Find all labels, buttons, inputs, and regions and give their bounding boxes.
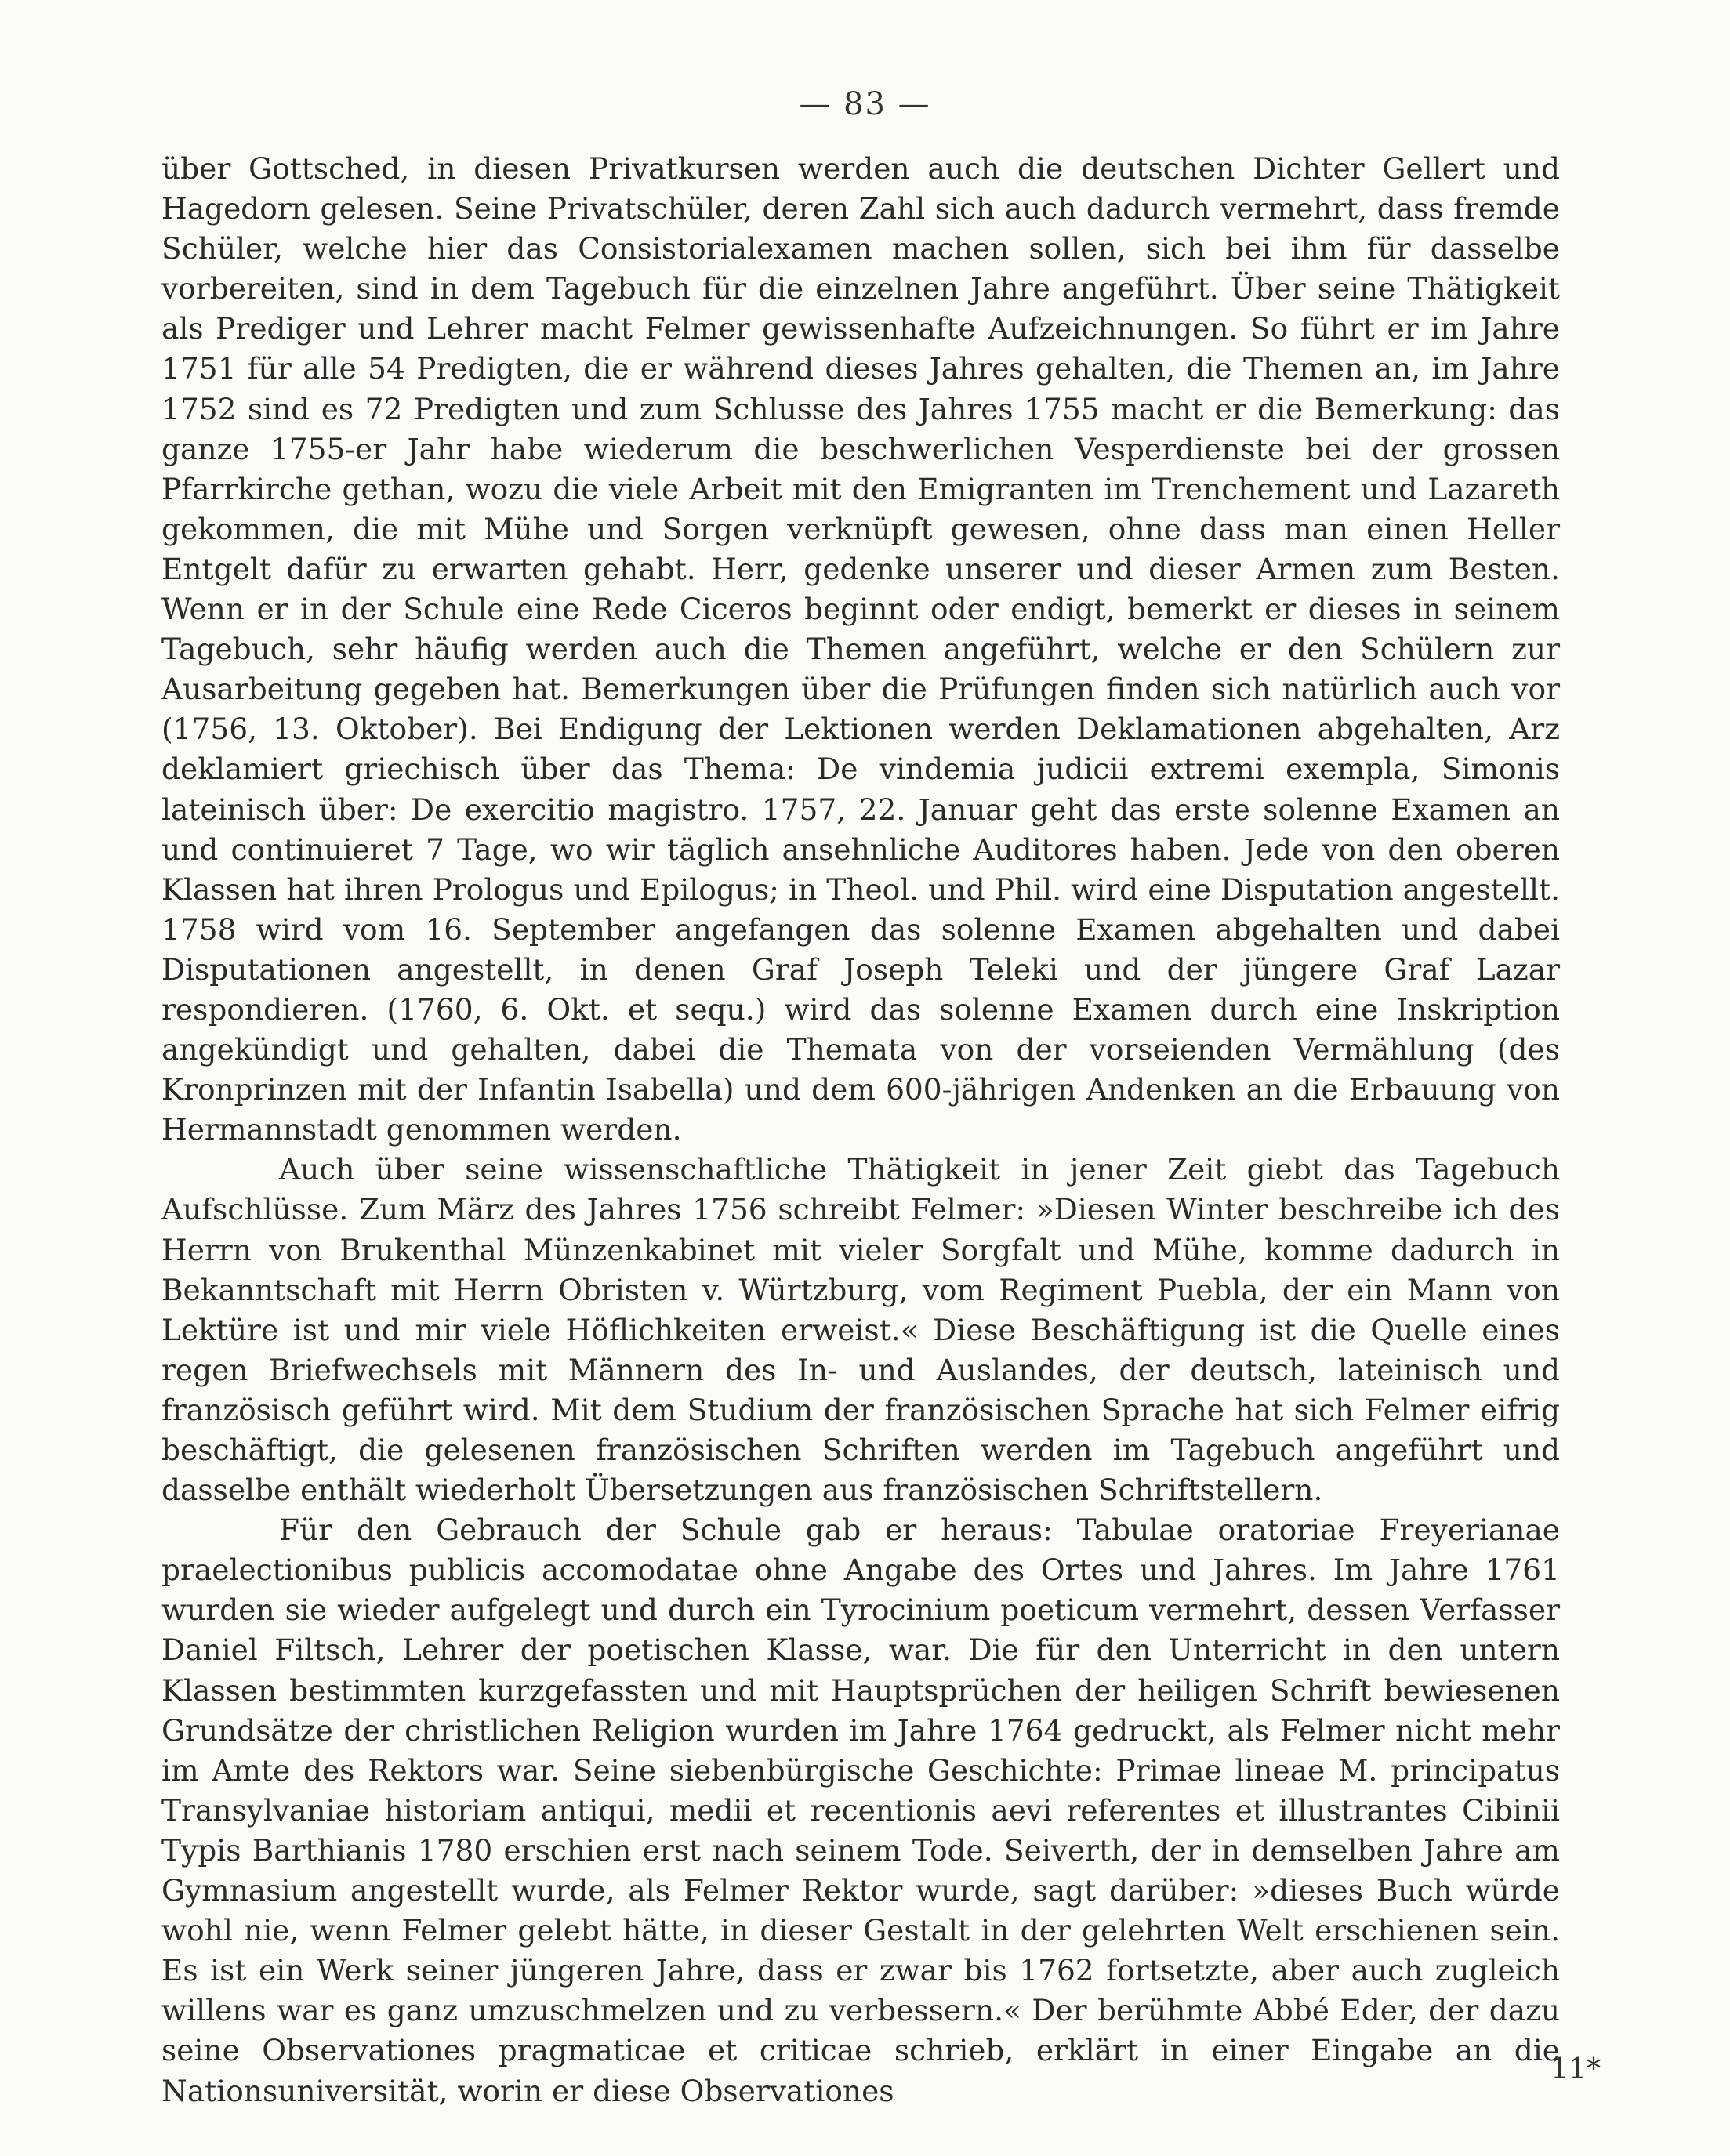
paragraph-2: Auch über seine wissenschaftliche Thätigkeit in jener Zeit giebt das Tagebuch Aufschlüsse. Zum März des Jahres 1756 schreibt Felmer: »Diesen Winter beschreibe ich des Herrn von Brukenthal Münzenkabinet mit vieler Sorgfalt und Mühe, komme dadurch in Bekanntschaft mit Herrn Obristen v. Würtzburg, vom Regiment Puebla, der ein Mann von Lektüre ist und mir viele Höflichkeiten erweist.« Diese Beschäftigung ist die Quelle eines regen Briefwechsels mit Männern des In- und Auslandes, der deutsch, lateinisch und französisch geführt wird. Mit dem Studium der französischen Sprache hat sich Felmer eifrig beschäftigt, die gelesenen französischen Schriften werden im Tagebuch angeführt und dasselbe enthält wiederholt Übersetzungen aus französischen Schriftstellern. xyxy=(161,1152,1560,1508)
paragraph-3: Für den Gebrauch der Schule gab er heraus: Tabulae oratoriae Freyerianae praelectionibus publicis accomodatae ohne Angabe des Ortes und Jahres. Im Jahre 1761 wurden sie wieder aufgelegt und durch ein Tyrocinium poeticum vermehrt, dessen Verfasser Daniel Filtsch, Lehrer der poetischen Klasse, war. Die für den Unterricht in den untern Klassen bestimmten kurzgefassten und mit Hauptsprüchen der heiligen Schrift bewiesenen Grundsätze der christlichen Religion wurden im Jahre 1764 gedruckt, als Felmer nicht mehr im Amte des Rektors war. Seine siebenbürgische Geschichte: Primae lineae M. principatus Transylvaniae historiam antiqui, medii et recentionis aevi referentes et illustrantes Cibinii Typis Barthianis 1780 erschien erst nach seinem Tode. Seiverth, der in demselben Jahre am Gymnasium angestellt wurde, als Felmer Rektor wurde, sagt darüber: »dieses Buch würde wohl nie, wenn Felmer gelebt hätte, in dieser Gestalt in der gelehrten Welt erschienen sein. Es ist ein Werk seiner jüngeren Jahre, dass er zwar bis 1762 fortsetzte, aber auch zugleich willens war es ganz umzuschmelzen und zu verbessern.« Der berühmte Abbé Eder, der dazu seine Observationes pragmaticae et criticae schrieb, erklärt in einer Eingabe an die Nationsuniversität, worin er diese Observationes xyxy=(161,1513,1560,2108)
signature-mark: 11* xyxy=(1550,2053,1601,2085)
body-text xyxy=(161,149,1560,2111)
page-number: — 83 — xyxy=(799,86,931,122)
paragraph-1: über Gottsched, in diesen Privatkursen werden auch die deutschen Dichter Gellert und Hagedorn gelesen. Seine Privatschüler, deren Zahl sich auch dadurch vermehrt, dass fremde Schüler, welche hier das Consistorialexamen machen sollen, sich bei ihm für dasselbe vorbereiten, sind in dem Tagebuch für die einzelnen Jahre angeführt. Über seine Thätigkeit als Prediger und Lehrer macht Felmer gewissenhafte Aufzeichnungen. So führt er im Jahre 1751 für alle 54 Predigten, die er während dieses Jahres gehalten, die Themen an, im Jahre 1752 sind es 72 Predigten und zum Schlusse des Jahres 1755 macht er die Bemerkung: das ganze 1755-er Jahr habe wiederum die beschwerlichen Vesperdienste bei der grossen Pfarrkirche gethan, wozu die viele Arbeit mit den Emigranten im Trenchement und Lazareth gekommen, die mit Mühe und Sorgen verknüpft gewesen, ohne dass man einen Heller Entgelt dafür zu erwarten gehabt. Herr, gedenke unserer und dieser Armen zum Besten. Wenn er in der Schule eine Rede Ciceros beginnt oder endigt, bemerkt er dieses in seinem Tagebuch, sehr häufig werden auch die Themen angeführt, welche er den Schülern zur Ausarbeitung gegeben hat. Bemerkungen über die Prüfungen finden sich natürlich auch vor (1756, 13. Oktober). Bei Endigung der Lektionen werden Deklamationen abgehalten, Arz deklamiert griechisch über das Thema: De vindemia judicii extremi exempla, Simonis lateinisch über: De exercitio magistro. 1757, 22. Januar geht das erste solenne Examen an und continuieret 7 Tage, wo wir täglich ansehnliche Auditores haben. Jede von den oberen Klassen hat ihren Prologus und Epilogus; in Theol. und Phil. wird eine Disputation angestellt. 1758 wird vom 16. September angefangen das solenne Examen abgehalten und dabei Disputationen angestellt, in denen Graf Joseph Teleki und der jüngere Graf Lazar respondieren. (1760, 6. Okt. et sequ.) wird das solenne Examen durch eine Inskription angekündigt und gehalten, dabei die Themata von der vorseienden Vermählung (des Kronprinzen mit der Infantin Isabella) und dem 600-jährigen Andenken an die Erbauung von Hermannstadt genommen werden. xyxy=(161,151,1560,1147)
